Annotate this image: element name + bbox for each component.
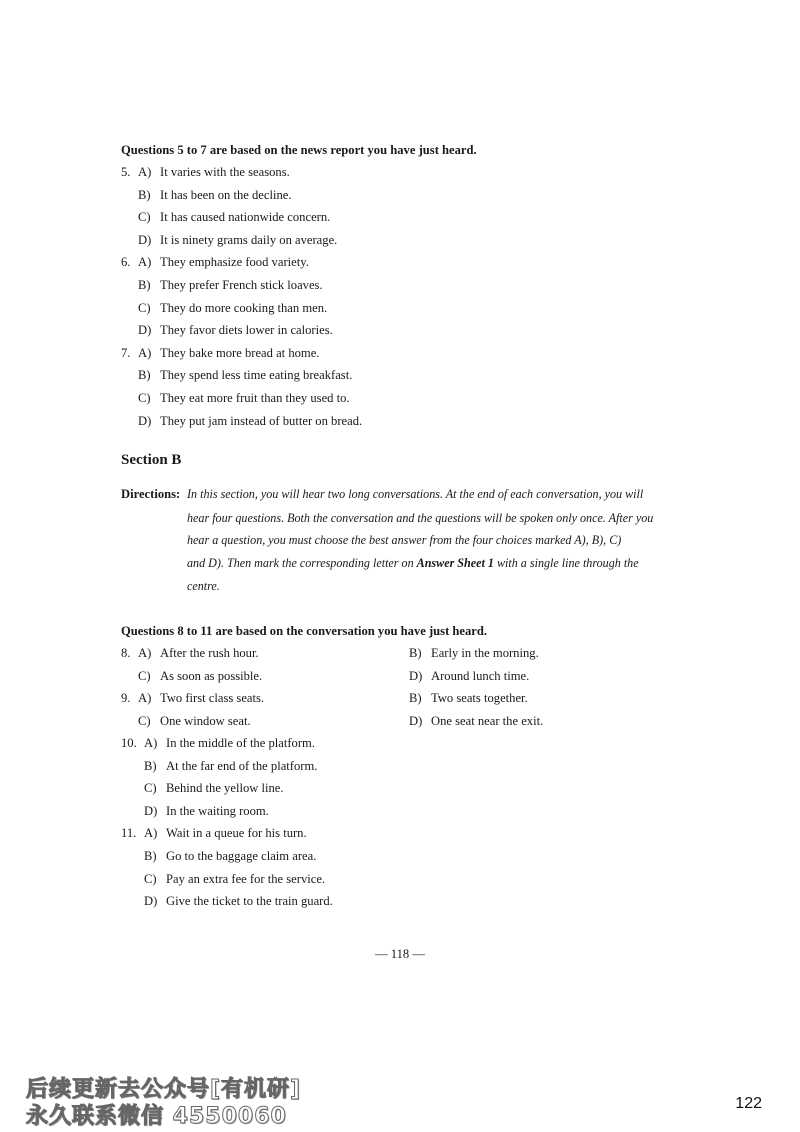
option-text: It varies with the seasons. (160, 165, 290, 179)
option-letter: C) (144, 871, 157, 886)
option-text: They prefer French stick loaves. (160, 278, 323, 292)
option-text: At the far end of the platform. (166, 758, 318, 773)
option-text: They spend less time eating breakfast. (160, 368, 353, 383)
option-text: They bake more bread at home. (160, 345, 320, 360)
q8-option-d: Around lunch time. (431, 669, 530, 683)
section-b-title: Section B (121, 452, 182, 468)
question-9-number: 9. (121, 691, 131, 705)
q9-option-a: Two first class seats. (160, 691, 265, 705)
corner-page-number: 122 (735, 1095, 762, 1112)
group1-heading: Questions 5 to 7 are based on the news report you have just heard. (121, 143, 477, 157)
question-number: 10. (121, 736, 137, 750)
option-letter: B) (138, 278, 151, 292)
option-text: They eat more fruit than they used to. (160, 391, 350, 405)
q9-option-d: One seat near the exit. (431, 714, 544, 728)
option-letter: D) (138, 323, 152, 338)
option-text: They put jam instead of butter on bread. (160, 413, 363, 428)
option-text: Pay an extra fee for the service. (166, 871, 326, 886)
directions-line-1: In this section, you will hear two long conversations. At the end of each conversation, you will (187, 487, 644, 501)
option-letter: C) (138, 300, 151, 315)
q8-letter-b: B) (409, 646, 422, 660)
q9-letter-d: D) (409, 714, 423, 728)
question-number: 7. (121, 345, 131, 360)
q8-letter-a: A) (138, 646, 152, 660)
page-number: — 118 — (375, 947, 425, 961)
option-text: Go to the baggage claim area. (166, 849, 317, 863)
option-text: It has been on the decline. (160, 187, 292, 202)
option-letter: B) (138, 368, 151, 383)
question-number: 11. (121, 826, 137, 841)
question-number: 5. (121, 165, 131, 179)
q8-option-b: Early in the morning. (431, 646, 539, 660)
option-letter: D) (138, 413, 152, 428)
q8-letter-d: D) (409, 669, 423, 683)
option-text: Behind the yellow line. (166, 781, 284, 796)
option-text: It is ninety grams daily on average. (160, 232, 338, 247)
q8-option-c: As soon as possible. (160, 669, 263, 683)
option-text: In the waiting room. (166, 803, 269, 818)
directions-line-3: hear a question, you must choose the best answer from the four choices marked A), B), C) (187, 533, 622, 547)
q9-letter-c: C) (138, 714, 151, 728)
option-letter: A) (144, 826, 158, 841)
option-letter: C) (138, 391, 151, 405)
directions-label: Directions: (121, 487, 181, 501)
option-text: They do more cooking than men. (160, 300, 328, 315)
option-letter: A) (138, 345, 152, 360)
option-text: Give the ticket to the train guard. (166, 894, 333, 909)
group2-heading: Questions 8 to 11 are based on the conversation you have just heard. (121, 624, 488, 638)
option-text: They favor diets lower in calories. (160, 323, 333, 338)
option-letter: D) (144, 894, 158, 909)
option-text: It has caused nationwide concern. (160, 210, 331, 225)
directions-line-5: centre. (187, 579, 220, 593)
directions-line-4 (187, 556, 679, 571)
answer-sheet-label: Answer Sheet 1 (416, 556, 494, 570)
option-text: Wait in a queue for his turn. (166, 826, 307, 841)
option-text: In the middle of the platform. (166, 736, 315, 750)
q9-letter-b: B) (409, 691, 422, 705)
watermark-line-1: 后续更新去公众号[有机研] (26, 1077, 302, 1102)
option-letter: B) (144, 849, 157, 863)
q9-option-b: Two seats together. (431, 691, 528, 705)
option-letter: D) (138, 232, 152, 247)
option-letter: B) (144, 758, 157, 773)
option-letter: A) (138, 165, 152, 179)
option-letter: A) (144, 736, 158, 750)
q9-letter-a: A) (138, 691, 152, 705)
question-8-number: 8. (121, 646, 131, 660)
q8-option-a: After the rush hour. (160, 646, 259, 660)
option-letter: D) (144, 803, 158, 818)
option-letter: C) (144, 781, 157, 796)
directions-line-4-post: with a single line through the (493, 556, 639, 570)
option-letter: C) (138, 210, 151, 225)
watermark-line-2: 永久联系微信 4550060 (26, 1104, 287, 1129)
option-text: They emphasize food variety. (160, 255, 309, 270)
option-letter: A) (138, 255, 152, 270)
option-letter: B) (138, 187, 151, 202)
q9-option-c: One window seat. (160, 714, 251, 728)
question-number: 6. (121, 255, 131, 270)
directions-line-4-pre: and D). Then mark the corresponding letter on (187, 556, 417, 570)
directions-line-2: hear four questions. Both the conversation and the questions will be spoken only once. After you (187, 511, 654, 525)
q8-letter-c: C) (138, 669, 151, 683)
